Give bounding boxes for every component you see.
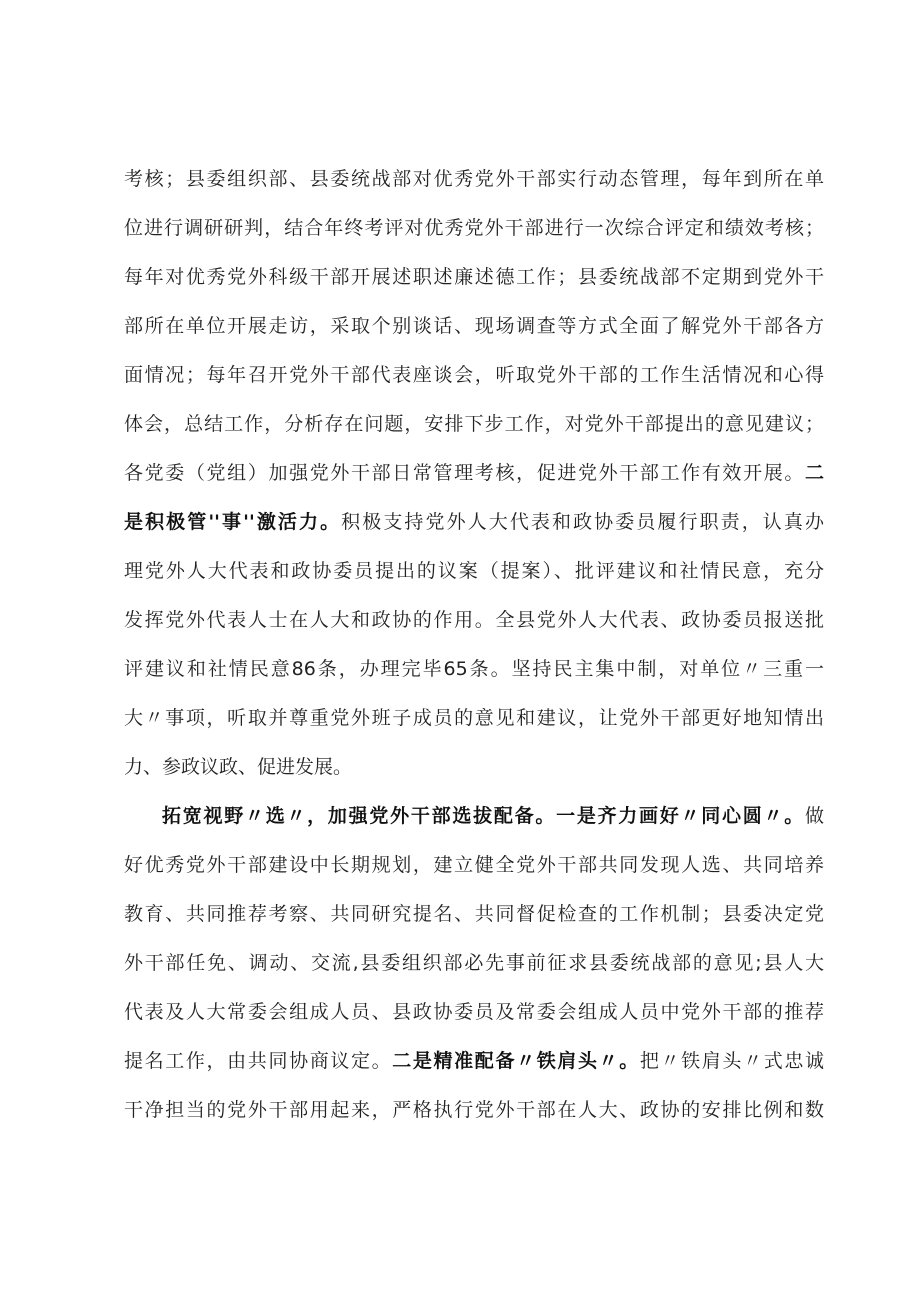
text-line [124,310,824,342]
text-span: 部所在单位开展走访，采取个别谈话、现场调查等方式全面了解党外干部各方 [124,315,824,337]
text-span: 提名工作，由共同协商议定。 [124,1050,393,1072]
bold-span: 二 [804,462,824,484]
text-line [124,457,824,489]
text-line [124,996,824,1028]
text-span: 位进行调研研判，结合年终考评对优秀党外干部进行一次综合评定和绩效考核； [124,217,824,239]
text-line [124,359,824,391]
bold-span: 是积极管''事''激活力。 [124,511,342,533]
text-line [162,800,824,832]
text-span: 评建议和社情民意86条，办理完毕65条。坚持民主集中制，对单位〃三重一 [124,658,824,680]
text-line [124,1094,824,1126]
text-span: 理党外人大代表和政协委员提出的议案（提案）、批评建议和社情民意，充分 [124,560,824,582]
text-line [124,653,824,685]
text-line [124,408,824,440]
text-line [124,555,824,587]
text-span: 教育、共同推荐考察、共同研究提名、共同督促检查的工作机制；县委决定党 [124,903,824,925]
text-line [124,849,824,881]
text-span: 发挥党外代表人士在人大和政协的作用。全县党外人大代表、政协委员报送批 [124,609,824,631]
bold-span: 拓宽视野〃选〃，加强党外干部选拔配备。一是齐力画好〃同心圆〃。 [162,805,805,827]
text-span: 面情况；每年召开党外干部代表座谈会，听取党外干部的工作生活情况和心得 [124,364,824,386]
text-line [124,751,824,783]
text-span: 大〃事项，听取并尊重党外班子成员的意见和建议，让党外干部更好地知情出 [124,707,824,729]
text-span: 干净担当的党外干部用起来，严格执行党外干部在人大、政协的安排比例和数 [124,1099,824,1121]
text-span: 外干部任免、调动、交流,县委组织部必先事前征求县委统战部的意见;县人大 [124,952,824,974]
text-line [124,163,824,195]
bold-span: 二是精准配备〃铁肩头〃。 [392,1050,640,1072]
text-span: 做 [804,805,824,827]
text-line [124,702,824,734]
text-span: 各党委（党组）加强党外干部日常管理考核，促进党外干部工作有效开展。 [124,462,805,484]
text-span: 好优秀党外干部建设中长期规划，建立健全党外干部共同发现人选、共同培养 [124,854,824,876]
text-span: 每年对优秀党外科级干部开展述职述廉述德工作；县委统战部不定期到党外干 [124,266,824,288]
text-line [124,261,824,293]
text-line [124,1045,824,1077]
text-line [124,604,824,636]
text-span: 代表及人大常委会组成人员、县政协委员及常委会组成人员中党外干部的推荐 [124,1001,824,1023]
text-line [124,947,824,979]
text-line [124,212,824,244]
text-line [124,506,824,538]
text-span: 体会，总结工作，分析存在问题，安排下步工作，对党外干部提出的意见建议； [124,413,824,435]
text-span: 力、参政议政、促进发展。 [124,756,353,778]
text-span: 把〃铁肩头〃式忠诚 [639,1050,824,1072]
text-span: 积极支持党外人大代表和政协委员履行职责，认真办 [341,511,824,533]
text-span: 考核；县委组织部、县委统战部对优秀党外干部实行动态管理，每年到所在单 [124,168,824,190]
text-line [124,898,824,930]
